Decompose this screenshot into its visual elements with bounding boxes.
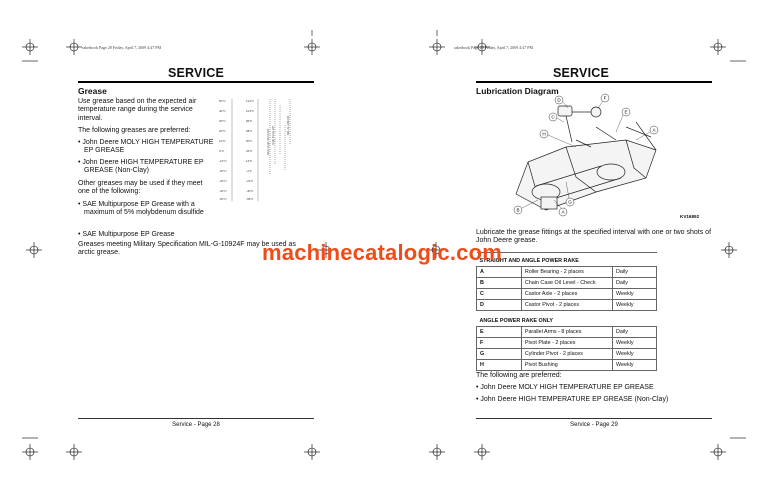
- callout-label: F: [603, 95, 607, 101]
- intro-paragraph: Use grease based on the expected air temperature range during the service interval.: [78, 98, 197, 122]
- svg-text:50°C: 50°C: [219, 99, 226, 103]
- registration-mark: [429, 39, 445, 55]
- callout-label: E: [624, 109, 628, 115]
- rake-body-drawing: [516, 140, 656, 210]
- section-rule: [476, 81, 712, 83]
- callout-label: D: [557, 97, 561, 103]
- svg-text:104°F: 104°F: [246, 109, 255, 113]
- fitting-letter: B: [477, 277, 522, 288]
- castor-wheel-drawing: [558, 106, 572, 116]
- header-note: raketbook Page 28 Friday, April 7, 2009 4:47 PM: [82, 45, 162, 50]
- svg-text:20°C: 20°C: [219, 129, 226, 133]
- registration-mark: [721, 242, 737, 258]
- range-bar-label: MIL-G-10924F: [286, 115, 290, 135]
- service-frequency: Daily: [612, 327, 656, 338]
- table-row: [477, 288, 657, 299]
- fitting-description: Chain Case Oil Level - Check: [521, 277, 612, 288]
- callout-label: A: [652, 127, 656, 133]
- fitting-description: Castor Pivot - 2 places: [521, 299, 612, 310]
- svg-text:14°F: 14°F: [246, 159, 253, 163]
- section-rule: [78, 81, 314, 83]
- fitting-letter: A: [477, 266, 522, 277]
- svg-text:-22°F: -22°F: [246, 179, 254, 183]
- service-frequency: Weekly: [612, 338, 656, 349]
- svg-text:68°F: 68°F: [246, 129, 253, 133]
- svg-text:-58°F: -58°F: [246, 197, 254, 201]
- service-frequency: Weekly: [612, 360, 656, 371]
- registration-mark: [710, 39, 726, 55]
- svg-text:-50°C: -50°C: [219, 197, 227, 201]
- callout-label: B: [516, 207, 520, 213]
- header-note: raketbook Page 29 Friday, April 7, 2009 4:47 PM: [454, 45, 534, 50]
- registration-mark: [474, 444, 490, 460]
- registration-mark: [66, 39, 82, 55]
- svg-text:-4°F: -4°F: [246, 169, 252, 173]
- table-row: [477, 277, 657, 288]
- footer-rule: [78, 418, 314, 419]
- fitting-description: Roller Bearing - 2 places: [521, 266, 612, 277]
- registration-mark: [429, 444, 445, 460]
- lubrication-diagram: [506, 92, 666, 226]
- registration-mark: [66, 444, 82, 460]
- fitting-description: Cylinder Pivot - 2 places: [521, 349, 612, 360]
- svg-text:0°C: 0°C: [219, 149, 225, 153]
- preferred-intro: The following greases are preferred:: [78, 127, 191, 134]
- page-footer: Service - Page 28: [172, 422, 220, 428]
- fitting-description: Pivot Plate - 2 places: [521, 338, 612, 349]
- service-frequency: Daily: [612, 266, 656, 277]
- table-group-header: [477, 253, 657, 267]
- svg-text:10°C: 10°C: [219, 139, 226, 143]
- other-bullet: • SAE Multipurpose EP Grease with a maximum of 5% molybdenum disulfide: [78, 201, 204, 217]
- svg-text:-40°C: -40°C: [219, 189, 227, 193]
- svg-text:122°F: 122°F: [246, 99, 255, 103]
- registration-mark: [22, 39, 38, 55]
- registration-mark: [26, 242, 42, 258]
- fitting-description: Parallel Arms - 8 places: [521, 327, 612, 338]
- lubrication-table: [476, 252, 657, 371]
- preferred-bullet: • John Deere HIGH TEMPERATURE EP GREASE (Non-Clay): [476, 396, 669, 403]
- footer-rule: [476, 418, 712, 419]
- registration-mark: [304, 39, 320, 55]
- callout-label: G: [568, 199, 572, 205]
- preferred-bullet: • John Deere HIGH TEMPERATURE EP GREASE (Non-Clay): [78, 159, 204, 175]
- group-header-angle-only: ANGLE POWER RAKE ONLY: [477, 310, 657, 327]
- lubrication-instruction: Lubricate the grease fittings at the specified interval with one or two shots of John Deere grease.: [476, 229, 712, 245]
- fitting-letter: H: [477, 360, 522, 371]
- svg-text:-30°C: -30°C: [219, 179, 227, 183]
- registration-mark: [710, 444, 726, 460]
- svg-text:32°F: 32°F: [246, 149, 253, 153]
- fitting-letter: F: [477, 338, 522, 349]
- table-row: [477, 327, 657, 338]
- svg-text:50°F: 50°F: [246, 139, 253, 143]
- subsection-title: Lubrication Diagram: [476, 86, 559, 96]
- preferred-bullet: • John Deere MOLY HIGH TEMPERATURE EP GREASE: [476, 384, 654, 391]
- service-frequency: Weekly: [612, 299, 656, 310]
- group-header-straight-angle: STRAIGHT AND ANGLE POWER RAKE: [477, 253, 657, 267]
- subsection-title: Grease: [78, 86, 107, 96]
- svg-text:-20°C: -20°C: [219, 169, 227, 173]
- fitting-description: Pivot Bushing: [521, 360, 612, 371]
- other-intro: Other greases may be used if they meet one of the following:: [78, 180, 203, 196]
- table-row: [477, 349, 657, 360]
- svg-text:30°C: 30°C: [219, 119, 226, 123]
- service-frequency: Weekly: [612, 349, 656, 360]
- range-bar-label: High Temp EP: [271, 125, 275, 145]
- figure-id: KV16892: [680, 214, 700, 219]
- temperature-scale: [219, 99, 254, 201]
- other-bullet: • SAE Multipurpose EP Grease: [78, 231, 175, 238]
- grease-temperature-chart: [218, 95, 298, 207]
- svg-text:86°F: 86°F: [246, 119, 253, 123]
- table-row: [477, 338, 657, 349]
- castor-wheel-drawing: [591, 107, 601, 117]
- service-frequency: Daily: [612, 277, 656, 288]
- table-row: [477, 266, 657, 277]
- section-title: SERVICE: [552, 66, 610, 80]
- preferred-bullet: • John Deere MOLY HIGH TEMPERATURE EP GREASE: [78, 139, 214, 155]
- fitting-letter: G: [477, 349, 522, 360]
- svg-text:40°C: 40°C: [219, 109, 226, 113]
- range-bar-label: Moly High Temp EP: [266, 128, 270, 155]
- svg-text:-10°C: -10°C: [219, 159, 227, 163]
- service-frequency: Weekly: [612, 288, 656, 299]
- table-row: [477, 360, 657, 371]
- callout-label: A: [561, 209, 565, 215]
- preferred-intro: The following are preferred:: [476, 372, 562, 379]
- fitting-description: Castor Axle - 2 places: [521, 288, 612, 299]
- fitting-letter: D: [477, 299, 522, 310]
- section-title: SERVICE: [167, 66, 225, 80]
- svg-text:-40°F: -40°F: [246, 189, 254, 193]
- page-footer: Service - Page 29: [570, 422, 618, 428]
- registration-mark: [22, 444, 38, 460]
- fitting-letter: C: [477, 288, 522, 299]
- watermark: machinecatalogic.com: [262, 240, 502, 265]
- table-row: [477, 299, 657, 310]
- chain-case-drawing: [541, 197, 557, 209]
- callout-label: H: [542, 131, 546, 137]
- callout-label: C: [551, 114, 555, 120]
- table-group-header: [477, 310, 657, 327]
- registration-mark: [304, 444, 320, 460]
- fitting-letter: E: [477, 327, 522, 338]
- military-note: Greases meeting Military Specification MIL-G-10924F may be used as arctic grease.: [78, 241, 296, 257]
